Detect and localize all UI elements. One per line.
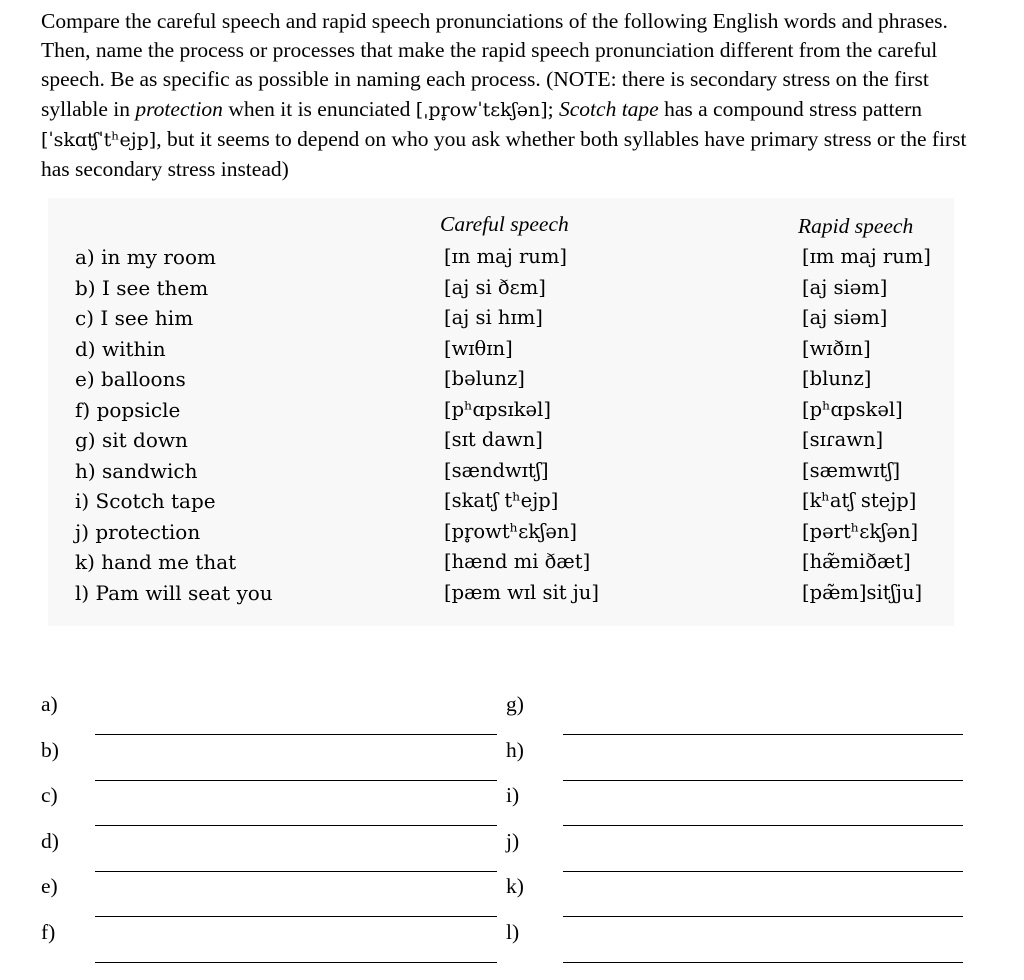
instructions-text: has a compound stress pattern xyxy=(658,96,923,121)
careful-transcription: [pʰɑpsɪkəl] xyxy=(444,397,551,421)
answer-line-right[interactable] xyxy=(563,962,963,963)
answer-line-right[interactable] xyxy=(563,780,963,781)
rapid-transcription: [blunz] xyxy=(802,367,872,390)
rapid-transcription: [kʰatʃ stejp] xyxy=(802,489,917,512)
rapid-transcription: [aj siəm] xyxy=(802,306,888,329)
answer-line-left[interactable] xyxy=(95,780,497,781)
answer-label: b) xyxy=(41,737,59,762)
rapid-transcription: [sæmwɪtʃ] xyxy=(802,458,901,482)
rapid-transcription: [ɪm maj rum] xyxy=(802,245,931,268)
answer-line-left[interactable] xyxy=(95,962,497,963)
answer-label: c) xyxy=(41,783,58,807)
table-phrase: h) sandwich xyxy=(75,458,198,483)
careful-transcription: [skatʃ tʰejp] xyxy=(444,489,559,512)
careful-transcription: [pæm wɪl sit ju] xyxy=(444,580,599,604)
table-phrase: l) Pam will seat you xyxy=(75,580,273,605)
answer-label: l) xyxy=(506,919,520,944)
table-phrase: e) balloons xyxy=(75,367,186,391)
rapid-transcription: [wɪðɪn] xyxy=(802,336,871,360)
rapid-speech-header: Rapid speech xyxy=(798,214,914,238)
table-phrase: i) Scotch tape xyxy=(75,489,216,513)
careful-transcription: [sɪt dawn] xyxy=(444,428,543,451)
careful-transcription: [ɪn maj rum] xyxy=(444,245,567,268)
table-phrase: a) in my room xyxy=(75,245,216,269)
answer-line-left[interactable] xyxy=(95,825,497,826)
careful-transcription: [aj si hɪm] xyxy=(444,306,543,329)
answer-label: i) xyxy=(506,783,520,807)
word-scotch-tape: Scotch tape xyxy=(559,96,659,121)
answer-label: h) xyxy=(506,737,524,762)
answer-label: d) xyxy=(41,828,59,853)
rapid-transcription: [pæ̃m]sitʃju] xyxy=(802,580,923,604)
answer-line-right[interactable] xyxy=(563,734,963,735)
answer-label: k) xyxy=(506,874,524,898)
careful-transcription: [wɪθɪn] xyxy=(444,336,513,360)
table-phrase: c) I see him xyxy=(75,306,194,330)
careful-transcription: [aj si ðɛm] xyxy=(444,275,546,299)
answer-line-right[interactable] xyxy=(563,825,963,826)
rapid-transcription: [pʰɑpskəl] xyxy=(802,397,903,421)
ipa-protection: [ˌpr̥owˈtɛkʃən] xyxy=(415,98,548,121)
rapid-transcription: [hæ̃miðæt] xyxy=(802,550,911,573)
careful-speech-header: Careful speech xyxy=(440,212,569,236)
answer-label: a) xyxy=(41,692,58,716)
table-phrase: f) popsicle xyxy=(75,397,181,422)
table-phrase: b) I see them xyxy=(75,275,209,300)
instructions-text: , but it seems to depend on who you ask whether both syllables have primary stress or the first has secondary stress instead) xyxy=(41,126,967,182)
table-phrase: d) within xyxy=(75,336,166,361)
answer-label: g) xyxy=(506,692,524,716)
answer-label: e) xyxy=(41,874,58,898)
answer-line-left[interactable] xyxy=(95,916,497,917)
table-phrase: g) sit down xyxy=(75,428,188,452)
rapid-transcription: [aj siəm] xyxy=(802,275,888,299)
table-phrase: k) hand me that xyxy=(75,550,237,574)
table-phrase: j) protection xyxy=(75,519,201,544)
answer-line-left[interactable] xyxy=(95,734,497,735)
rapid-transcription: [sɪɾawn] xyxy=(802,428,884,451)
answer-line-left[interactable] xyxy=(95,871,497,872)
answer-line-right[interactable] xyxy=(563,871,963,872)
answer-label: j) xyxy=(506,828,520,853)
pronunciation-table xyxy=(48,198,954,626)
instructions xyxy=(41,7,981,184)
careful-transcription: [bəlunz] xyxy=(444,367,525,390)
rapid-transcription: [pərtʰɛkʃən] xyxy=(802,519,919,543)
careful-transcription: [pr̥owtʰɛkʃən] xyxy=(444,519,578,543)
answer-line-right[interactable] xyxy=(563,916,963,917)
word-protection: protection xyxy=(135,96,223,121)
instructions-text: ; xyxy=(547,96,560,121)
instructions-text: Compare the careful speech and rapid speech pronunciations of the following English words and phrases. Then, name the process or processes that make the rapid speech pronunciation different from the careful speech. Be as specific as possible in naming each process. (NOTE: there is secondary stress on the first syllable in xyxy=(41,9,948,121)
answer-label: f) xyxy=(41,919,56,944)
ipa-scotch-tape: [ˈskɑʧˈtʰejp] xyxy=(41,128,157,151)
careful-transcription: [sændwɪtʃ] xyxy=(444,458,549,482)
careful-transcription: [hænd mi ðæt] xyxy=(444,550,591,573)
instructions-text: when it is enunciated xyxy=(222,96,416,121)
